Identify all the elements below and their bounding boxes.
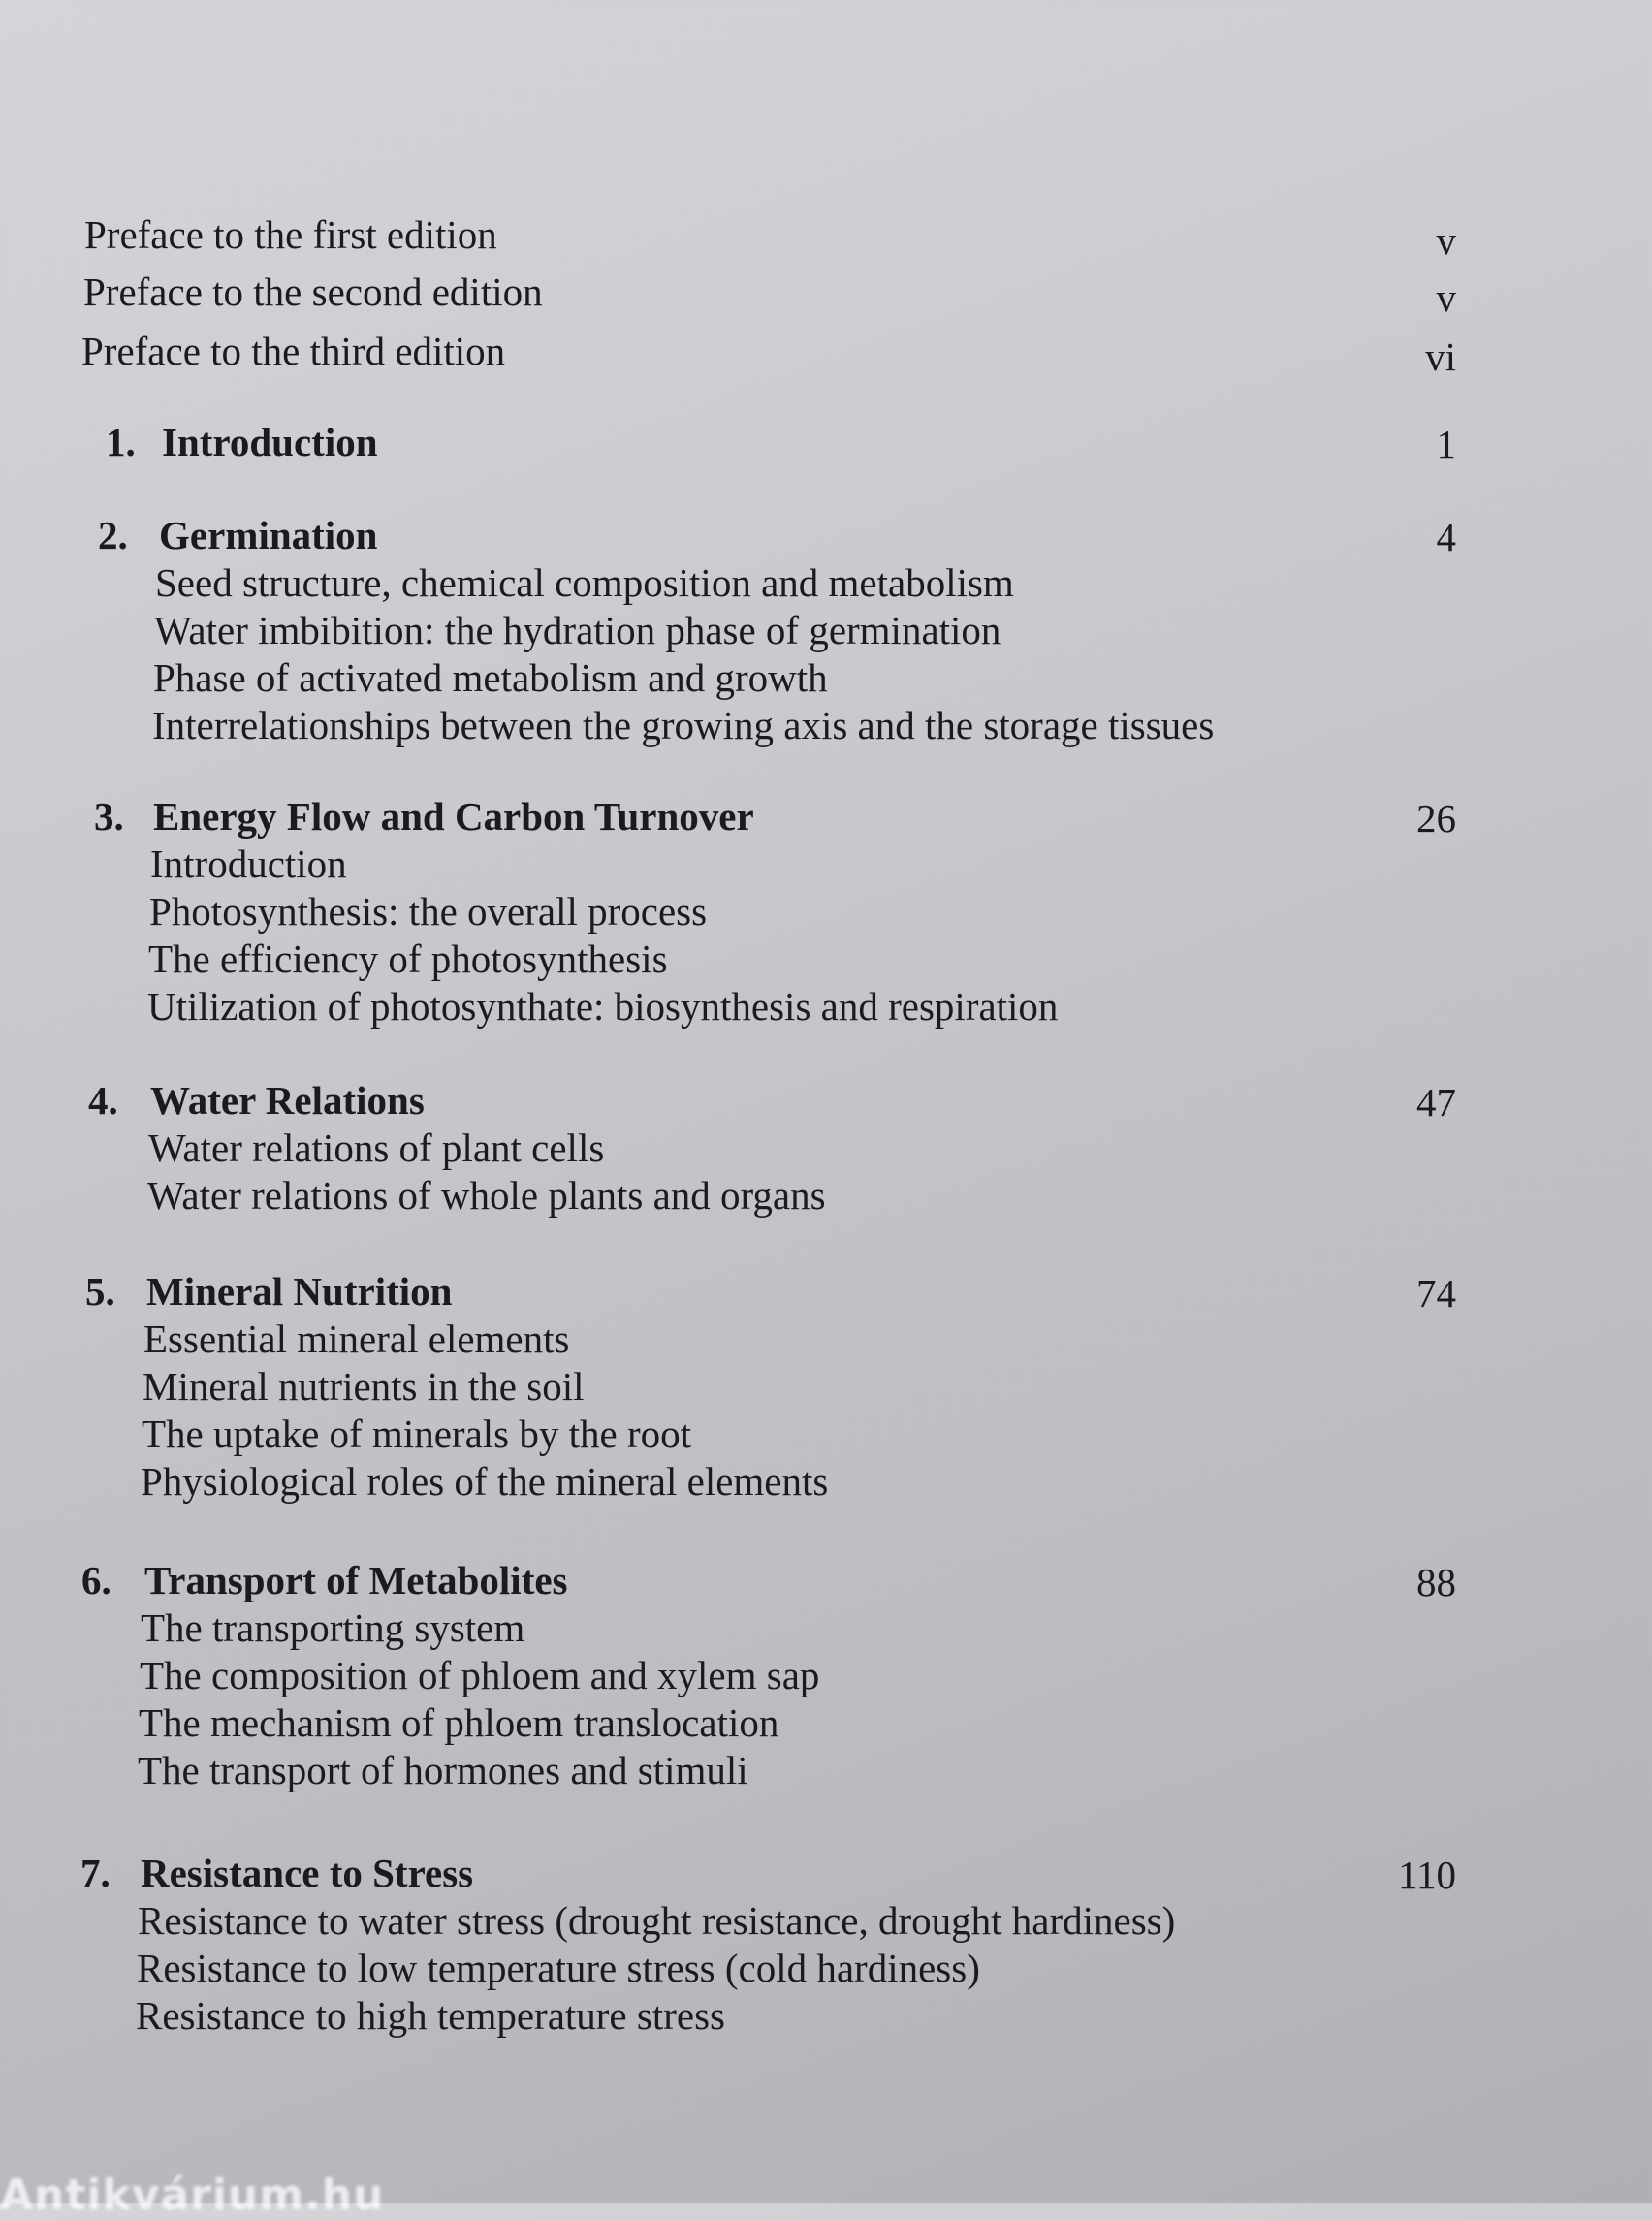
section-entry: The uptake of minerals by the root [142,1411,691,1456]
section-entry: The mechanism of phloem translocation [139,1700,779,1745]
page-number: vi [1425,334,1456,379]
page-number: 4 [1436,515,1456,559]
page-number: 110 [1398,1853,1456,1897]
section-entry: Interrelationships between the growing axis and the storage tissues [152,703,1215,747]
chapter-number: 1. [106,420,136,464]
section-entry: Physiological roles of the mineral elements [141,1459,829,1504]
page-number: v [1436,218,1456,263]
watermark: Antikvárium.hu [0,2171,385,2220]
chapter-title: Introduction [162,420,378,464]
page-number: 1 [1436,422,1456,466]
chapter-number: 3. [94,794,124,839]
section-entry: Resistance to water stress (drought resistance, drought hardiness) [138,1898,1176,1943]
page-number: v [1436,275,1456,320]
section-entry: Resistance to low temperature stress (cold hardiness) [137,1946,980,1990]
chapter-number: 6. [81,1558,111,1602]
chapter-title: Water Relations [150,1078,425,1123]
page-number: 26 [1416,796,1456,840]
page-number: 47 [1416,1080,1456,1125]
section-entry: Water relations of plant cells [148,1126,605,1170]
section-entry: Utilization of photosynthate: biosynthesis and respiration [147,984,1059,1029]
section-entry: Resistance to high temperature stress [136,1993,725,2038]
page-number: 74 [1416,1271,1456,1316]
section-entry: The efficiency of photosynthesis [148,936,668,981]
preface-entry: Preface to the first edition [84,212,497,257]
section-entry: Photosynthesis: the overall process [149,889,708,934]
preface-entry: Preface to the third edition [81,329,506,373]
chapter-title: Energy Flow and Carbon Turnover [153,794,754,839]
chapter-title: Mineral Nutrition [146,1269,453,1314]
chapter-title: Transport of Metabolites [144,1558,568,1602]
chapter-number: 5. [85,1269,115,1314]
section-entry: Introduction [150,841,347,886]
page-number: 88 [1416,1560,1456,1604]
chapter-number: 2. [98,513,128,557]
section-entry: The transport of hormones and stimuli [138,1748,748,1792]
chapter-number: 4. [88,1078,118,1123]
chapter-title: Resistance to Stress [141,1851,474,1895]
section-entry: The transporting system [141,1605,525,1650]
section-entry: Water imbibition: the hydration phase of germination [154,608,1001,652]
section-entry: Seed structure, chemical composition and metabolism [155,560,1014,605]
section-entry: Phase of activated metabolism and growth [153,655,828,700]
preface-entry: Preface to the second edition [83,270,543,314]
section-entry: The composition of phloem and xylem sap [140,1653,820,1697]
section-entry: Essential mineral elements [143,1316,570,1361]
chapter-number: 7. [80,1851,111,1895]
section-entry: Water relations of whole plants and organs [147,1173,826,1218]
section-entry: Mineral nutrients in the soil [143,1364,585,1409]
chapter-title: Germination [159,513,378,557]
